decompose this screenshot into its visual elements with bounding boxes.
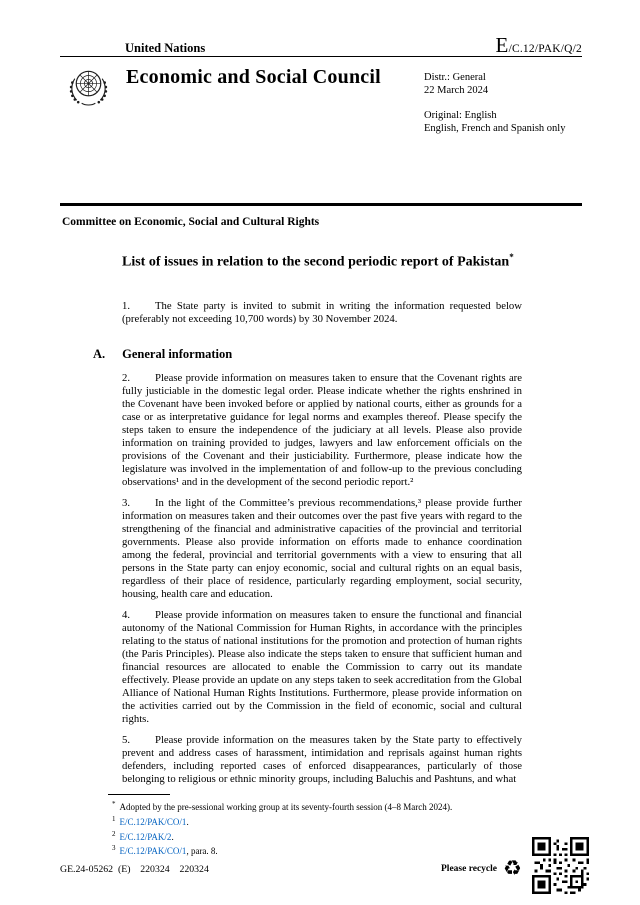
paragraph-number: 4. — [122, 609, 131, 621]
footnotes — [108, 799, 524, 858]
paragraph-text: Please provide information on measures taken to ensure that the Covenant rights are fully justiciable in the domestic legal order. Please indicate whether the rights enshrined in the Covenant have been invoked before or applied by national courts, either as grounds for a case or as interpretative guidance for legal norms and examples thereof. Please specify the steps taken to ensure the independence of the judiciary at all levels. Please also provide information on training provided to judges, lawyers and law enforcement officials on the provisions of the Covenant and their justiciability. Furthermore, please indicate how the legislature was involved in the implementation of and follow-up to the previous concluding observations¹ and in the development of the second periodic report.² — [122, 372, 522, 488]
paragraphs — [122, 372, 522, 794]
paragraph-text: Please provide information on the measures taken by the State party to effectively prevent and address cases of harassment, intimidation and reprisals against human rights defenders, including reported cases of enforced disappearances, particularly of those belonging to religious or ethnic minority groups, including Baluchis and Pashtuns, and what — [122, 734, 522, 785]
section-heading — [93, 347, 232, 362]
paragraph — [122, 734, 522, 786]
masthead-top — [60, 33, 582, 58]
section-title: General information — [122, 347, 233, 361]
document-symbol-rest: /C.12/PAK/Q/2 — [508, 43, 582, 55]
footnote-marker: 2 — [112, 829, 116, 838]
footnote-link[interactable]: E/C.12/PAK/CO/1 — [119, 846, 187, 857]
footnote-separator-rule — [108, 794, 170, 795]
org-name: United Nations — [125, 41, 206, 55]
paragraph-number: 2. — [122, 372, 131, 384]
paragraph-text: Please provide information on measures taken to ensure the functional and financial autonomy of the National Commission for Human Rights, in accordance with the principles relating to the status of national institutions for the promotion and protection of human rights (the Paris Principles). Please also indicate the steps taken to ensure that sufficient human and financial resources are allocated to enable the Commission to carry out its mandate effectively. Please provide an update on any steps taken to seek accreditation from the Global Alliance of National Human Rights Institutions. Furthermore, please provide information on the activities carried out by the Commission in the field of economic, social and cultural rights. — [122, 609, 522, 725]
ge-document-number: GE.24-05262 (E) 220324 220324 — [60, 864, 209, 875]
header-rule — [60, 56, 582, 57]
un-emblem-icon — [64, 62, 113, 111]
recycle-icon: ♻ — [503, 856, 522, 880]
footnote-suffix: . — [186, 816, 189, 827]
qr-code — [532, 837, 589, 894]
footnote-star — [108, 799, 524, 814]
paragraph-text: In the light of the Committee’s previous recommendations,³ please provide further information on measures taken and their outcomes over the past five years with regard to the strengthening of the financial and administrative capacities of the provincial and territorial governments. Please also provide information on efforts made to enhance coordination among the federal, provincial and territorial governments with a view to ensuring that all persons in the State party can enjoy economic, social and cultural rights on an equal basis, regardless of their place of residence, particularly regarding employment, social security, housing, health care and education. — [122, 497, 522, 600]
distribution-info — [424, 71, 565, 135]
separator-rule — [60, 203, 582, 206]
footnote-2 — [108, 829, 524, 844]
document-symbol-letter: E — [495, 33, 509, 57]
original-language-line: Original: English — [424, 110, 497, 121]
document-title-text: List of issues in relation to the second periodic report of Pakistan — [122, 254, 510, 270]
footnote-suffix: , para. 8. — [186, 846, 218, 857]
footnote-3 — [108, 843, 524, 858]
recycle-label: Please recycle — [441, 863, 497, 874]
footnote-link[interactable]: E/C.12/PAK/CO/1 — [119, 816, 187, 827]
document-title — [122, 248, 540, 272]
distr-line: Distr.: General — [424, 72, 486, 83]
footnote-marker: * — [112, 800, 116, 808]
paragraph — [122, 372, 522, 489]
intro-paragraph — [122, 300, 522, 327]
footnote-suffix: . — [171, 831, 174, 842]
footnote-marker: 3 — [112, 844, 116, 853]
document-symbol — [496, 33, 582, 58]
committee-name: Committee on Economic, Social and Cultural Rights — [62, 216, 320, 228]
footnote-marker: 1 — [112, 814, 116, 823]
council-title: Economic and Social Council — [126, 66, 381, 88]
title-footnote-ref: * — [509, 252, 514, 262]
footnote-1 — [108, 814, 524, 829]
paragraph-number: 5. — [122, 734, 131, 746]
recycle-notice — [441, 858, 522, 879]
paragraph-text: The State party is invited to submit in writing the information requested below (preferably not exceeding 10,700 words) by 30 November 2024. — [122, 300, 522, 326]
paragraph — [122, 497, 522, 601]
languages-line: English, French and Spanish only — [424, 123, 566, 134]
paragraph — [122, 609, 522, 726]
paragraph-number: 3. — [122, 497, 131, 509]
footnote-text: Adopted by the pre-sessional working group at its seventy-fourth session (4–8 March 2024). — [119, 802, 453, 812]
date-line: 22 March 2024 — [424, 85, 489, 96]
paragraph-number: 1. — [122, 300, 131, 312]
section-label: A. — [93, 347, 106, 361]
footnote-link[interactable]: E/C.12/PAK/2 — [119, 831, 172, 842]
